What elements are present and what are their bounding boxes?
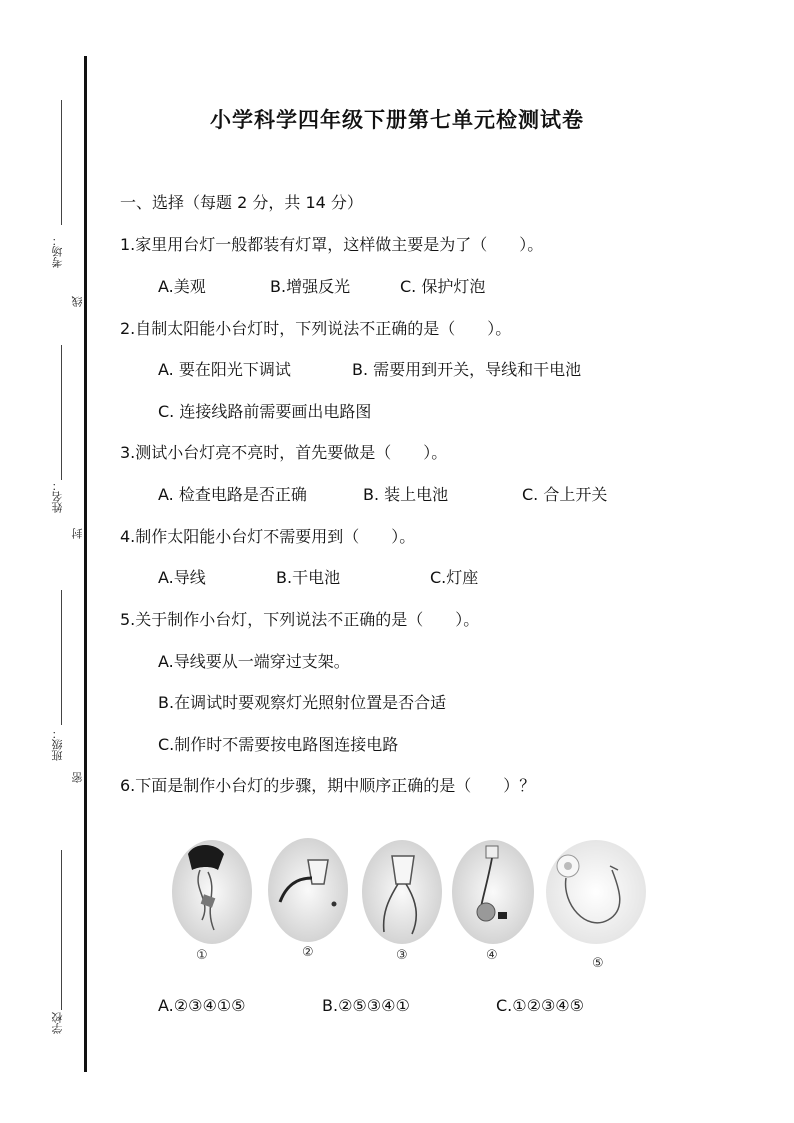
- question-4-option-c: C.灯座: [430, 568, 479, 587]
- question-5-stem: 5.关于制作小台灯，下列说法不正确的是（ ）。: [120, 610, 480, 629]
- question-3-stem: 3.测试小台灯亮不亮时，首先要做是（ ）。: [120, 443, 448, 462]
- class-line: [61, 590, 62, 725]
- exam-room-label: 考场：: [51, 235, 64, 268]
- seal-mark-secret: 密: [71, 772, 84, 783]
- step-4-image: [452, 840, 534, 944]
- question-3-option-a: A. 检查电路是否正确: [158, 485, 307, 504]
- question-5-option-c: C.制作时不需要按电路图连接电路: [158, 735, 399, 754]
- question-6-option-b: B.②⑤③④①: [322, 996, 410, 1015]
- question-2-option-a: A. 要在阳光下调试: [158, 360, 291, 379]
- step-5-image: [546, 840, 646, 944]
- question-5-option-a: A.导线要从一端穿过支架。: [158, 652, 350, 671]
- question-1-option-a: A.美观: [158, 277, 206, 296]
- question-6-stem: 6.下面是制作小台灯的步骤，期中顺序正确的是（ ）？: [120, 776, 536, 795]
- name-line: [61, 345, 62, 480]
- question-2-option-b: B. 需要用到开关，导线和干电池: [352, 360, 582, 379]
- question-4-option-b: B.干电池: [276, 568, 341, 587]
- name-label: 姓名：: [51, 480, 64, 513]
- class-label: 班级：: [51, 728, 64, 761]
- step-5-number: ⑤: [592, 956, 604, 971]
- binding-margin-rule: [84, 56, 87, 1072]
- step-3-number: ③: [396, 948, 408, 963]
- step-4-number: ④: [486, 948, 498, 963]
- school-label: 学校: [51, 1012, 64, 1034]
- question-2-option-c: C. 连接线路前需要画出电路图: [158, 402, 372, 421]
- step-3-image: [362, 840, 442, 944]
- step-2-image: [268, 838, 348, 942]
- school-line: [61, 850, 62, 1010]
- step-1-image: [172, 840, 252, 944]
- seal-mark-line: 线: [71, 296, 84, 307]
- question-4-stem: 4.制作太阳能小台灯不需要用到（ ）。: [120, 527, 416, 546]
- seal-mark-seal: 封: [71, 528, 84, 539]
- question-6-option-a: A.②③④①⑤: [158, 996, 246, 1015]
- question-5-option-b: B.在调试时要观察灯光照射位置是否合适: [158, 693, 447, 712]
- step-2-number: ②: [302, 945, 314, 960]
- question-3-option-c: C. 合上开关: [522, 485, 608, 504]
- question-2-stem: 2.自制太阳能小台灯时，下列说法不正确的是（ ）。: [120, 319, 512, 338]
- question-1-option-b: B.增强反光: [270, 277, 351, 296]
- page-title: 小学科学四年级下册第七单元检测试卷: [210, 107, 584, 132]
- section-heading: 一、选择（每题 2 分，共 14 分）: [120, 193, 363, 212]
- step-1-number: ①: [196, 948, 208, 963]
- question-4-option-a: A.导线: [158, 568, 206, 587]
- question-1-option-c: C. 保护灯泡: [400, 277, 486, 296]
- question-6-option-c: C.①②③④⑤: [496, 996, 584, 1015]
- question-1-stem: 1.家里用台灯一般都装有灯罩，这样做主要是为了（ ）。: [120, 235, 544, 254]
- question-3-option-b: B. 装上电池: [363, 485, 449, 504]
